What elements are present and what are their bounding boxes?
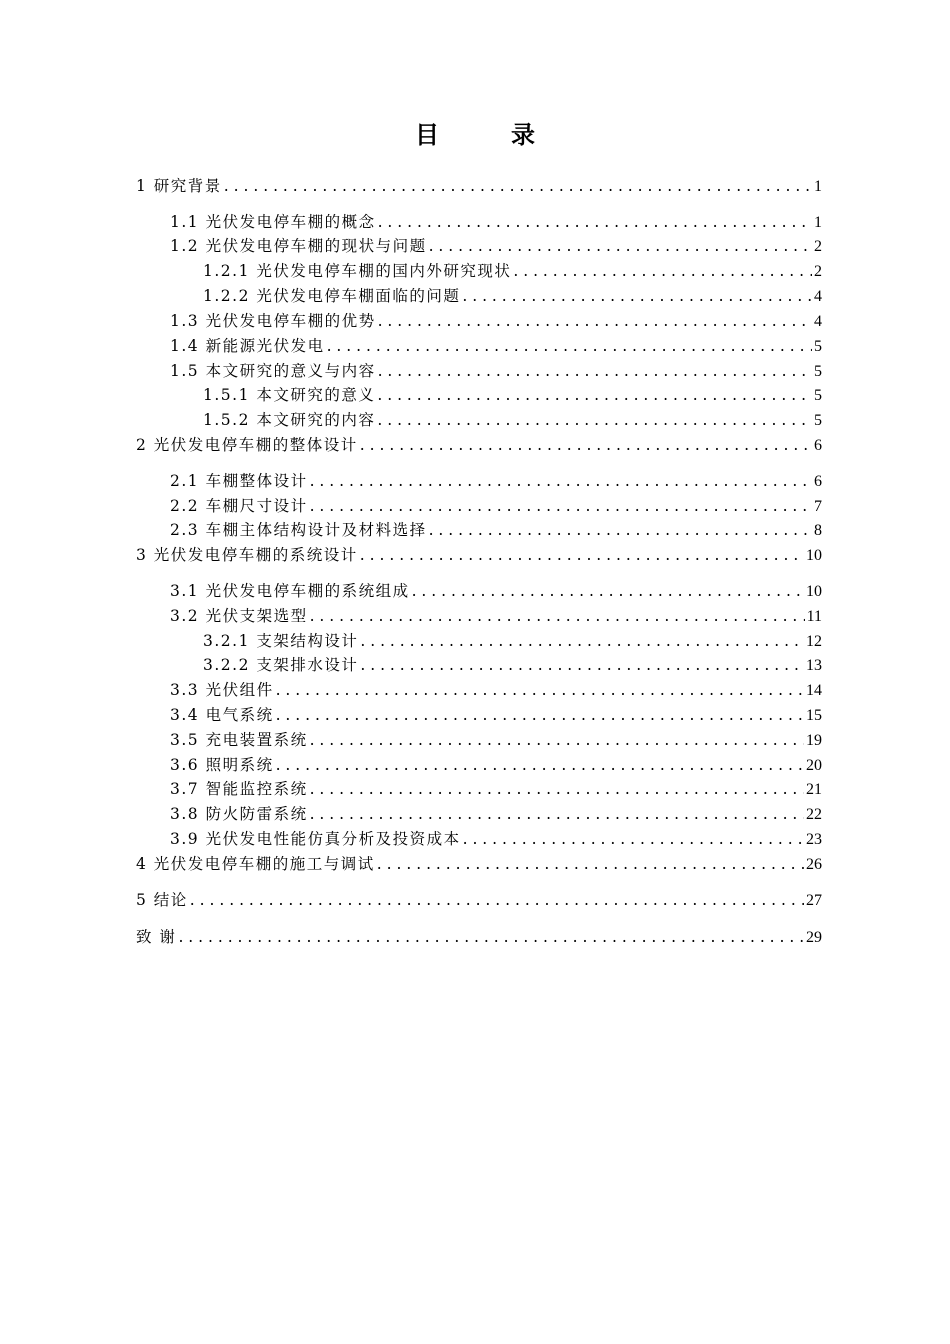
dot-leader xyxy=(360,654,804,676)
toc-entry-label: 1 研究背景 xyxy=(136,177,222,195)
toc-entry-label: 1.5.2 本文研究的内容 xyxy=(203,411,376,429)
toc-entry-label: 3.6 照明系统 xyxy=(170,756,274,774)
toc-entry-label: 1.1 光伏发电停车棚的概念 xyxy=(170,213,376,231)
dot-leader xyxy=(462,285,812,307)
toc-entry-page: 7 xyxy=(814,498,822,515)
toc-entry[interactable] xyxy=(136,544,822,566)
toc-entry[interactable] xyxy=(203,654,822,676)
toc-entry[interactable] xyxy=(203,260,822,282)
toc-entry-label: 3.9 光伏发电性能仿真分析及投资成本 xyxy=(170,830,461,848)
toc-entry[interactable] xyxy=(170,778,822,800)
dot-leader xyxy=(276,754,804,776)
toc-entry[interactable] xyxy=(136,175,822,197)
toc-entry-label: 1.5.1 本文研究的意义 xyxy=(203,386,376,404)
toc-entry-label: 3.1 光伏发电停车棚的系统组成 xyxy=(170,582,410,600)
toc-entry[interactable] xyxy=(170,679,822,701)
dot-leader xyxy=(429,235,812,257)
toc-entry[interactable] xyxy=(170,310,822,332)
dot-leader xyxy=(276,679,804,701)
toc-entry-label: 3 光伏发电停车棚的系统设计 xyxy=(136,546,358,564)
toc-entry[interactable] xyxy=(170,803,822,825)
toc-entry-label: 致 谢 xyxy=(136,928,177,946)
dot-leader xyxy=(190,889,804,911)
toc-entry[interactable] xyxy=(203,384,822,406)
dot-leader xyxy=(178,926,804,948)
toc-entry-page: 21 xyxy=(806,781,822,798)
dot-leader xyxy=(378,211,812,233)
toc-entry-page: 22 xyxy=(806,806,822,823)
toc-entry-page: 5 xyxy=(814,363,822,380)
toc-entry-page: 1 xyxy=(814,178,822,195)
dot-leader xyxy=(310,470,812,492)
toc-entry-label: 3.3 光伏组件 xyxy=(170,681,274,699)
toc-entry-label: 1.5 本文研究的意义与内容 xyxy=(170,362,376,380)
dot-leader xyxy=(360,544,804,566)
toc-entry-label: 4 光伏发电停车棚的施工与调试 xyxy=(136,855,375,873)
toc-entry[interactable] xyxy=(203,409,822,431)
dot-leader xyxy=(377,384,812,406)
toc-entry-label: 5 结论 xyxy=(136,891,188,909)
toc-entry-page: 10 xyxy=(806,547,822,564)
toc-entry[interactable] xyxy=(170,470,822,492)
toc-entry-page: 2 xyxy=(814,238,822,255)
dot-leader xyxy=(224,175,812,197)
toc-entry-page: 2 xyxy=(814,263,822,280)
toc-entry[interactable] xyxy=(136,926,822,948)
toc-entry-page: 1 xyxy=(814,214,822,231)
toc-entry-page: 12 xyxy=(806,633,822,650)
toc-entry[interactable] xyxy=(170,211,822,233)
toc-entry-label: 3.2.2 支架排水设计 xyxy=(203,656,359,674)
toc-entry-label: 1.2.1 光伏发电停车棚的国内外研究现状 xyxy=(203,262,512,280)
dot-leader xyxy=(327,335,812,357)
toc-entry[interactable] xyxy=(203,285,822,307)
dot-leader xyxy=(412,580,804,602)
toc-entry[interactable] xyxy=(170,495,822,517)
dot-leader xyxy=(463,828,804,850)
page-title: 目 录 xyxy=(415,121,559,149)
dot-leader xyxy=(429,519,812,541)
toc-entry-label: 3.8 防火防雷系统 xyxy=(170,805,308,823)
toc-entry[interactable] xyxy=(170,580,822,602)
toc-entry-page: 20 xyxy=(806,757,822,774)
toc-entry[interactable] xyxy=(170,519,822,541)
toc-entry-page: 10 xyxy=(806,583,822,600)
toc-entry-page: 4 xyxy=(814,313,822,330)
toc-entry-label: 3.2.1 支架结构设计 xyxy=(203,632,359,650)
toc-entry-page: 29 xyxy=(806,929,822,946)
dot-leader xyxy=(377,409,812,431)
toc-entry[interactable] xyxy=(170,235,822,257)
toc-entry[interactable] xyxy=(170,335,822,357)
dot-leader xyxy=(310,729,804,751)
toc-entry-label: 2.3 车棚主体结构设计及材料选择 xyxy=(170,521,427,539)
dot-leader xyxy=(378,360,812,382)
toc-entry[interactable] xyxy=(170,828,822,850)
toc-entry[interactable] xyxy=(170,605,822,627)
toc-entry-label: 3.4 电气系统 xyxy=(170,706,274,724)
dot-leader xyxy=(276,704,804,726)
toc-entry-page: 14 xyxy=(806,682,822,699)
toc-entry-page: 6 xyxy=(814,473,822,490)
toc-entry[interactable] xyxy=(170,704,822,726)
toc-entry-label: 1.2 光伏发电停车棚的现状与问题 xyxy=(170,237,427,255)
toc-entry-page: 27 xyxy=(806,892,822,909)
toc-entry-label: 1.3 光伏发电停车棚的优势 xyxy=(170,312,376,330)
dot-leader xyxy=(310,803,804,825)
toc-entry-page: 19 xyxy=(806,732,822,749)
toc-entry-page: 13 xyxy=(806,657,822,674)
dot-leader xyxy=(310,778,804,800)
toc-entry-page: 15 xyxy=(806,707,822,724)
toc-entry-label: 1.4 新能源光伏发电 xyxy=(170,337,325,355)
dot-leader xyxy=(513,260,812,282)
dot-leader xyxy=(377,853,804,875)
toc-entry[interactable] xyxy=(170,729,822,751)
toc-entry-label: 3.7 智能监控系统 xyxy=(170,780,308,798)
toc-entry[interactable] xyxy=(170,360,822,382)
toc-entry[interactable] xyxy=(136,889,822,911)
toc-entry[interactable] xyxy=(136,853,822,875)
dot-leader xyxy=(310,495,812,517)
dot-leader xyxy=(310,605,805,627)
toc-entry-label: 2.1 车棚整体设计 xyxy=(170,472,308,490)
toc-entry-label: 1.2.2 光伏发电停车棚面临的问题 xyxy=(203,287,461,305)
toc-entry-page: 23 xyxy=(806,831,822,848)
toc-entry-page: 8 xyxy=(814,522,822,539)
dot-leader xyxy=(360,630,804,652)
toc-entry-page: 5 xyxy=(814,387,822,404)
toc-entry[interactable] xyxy=(136,434,822,456)
dot-leader xyxy=(360,434,812,456)
toc-entry-label: 3.5 充电装置系统 xyxy=(170,731,308,749)
toc-entry-page: 5 xyxy=(814,412,822,429)
toc-entry[interactable] xyxy=(203,630,822,652)
toc-entry-page: 11 xyxy=(806,608,822,625)
toc-entry-page: 5 xyxy=(814,338,822,355)
toc-entry-page: 26 xyxy=(806,856,822,873)
toc-entry-page: 6 xyxy=(814,437,822,454)
toc-entry-page: 4 xyxy=(814,288,822,305)
dot-leader xyxy=(378,310,812,332)
toc-entry-label: 2.2 车棚尺寸设计 xyxy=(170,497,308,515)
toc-entry-label: 3.2 光伏支架选型 xyxy=(170,607,308,625)
toc-entry[interactable] xyxy=(170,754,822,776)
toc-entry-label: 2 光伏发电停车棚的整体设计 xyxy=(136,436,358,454)
